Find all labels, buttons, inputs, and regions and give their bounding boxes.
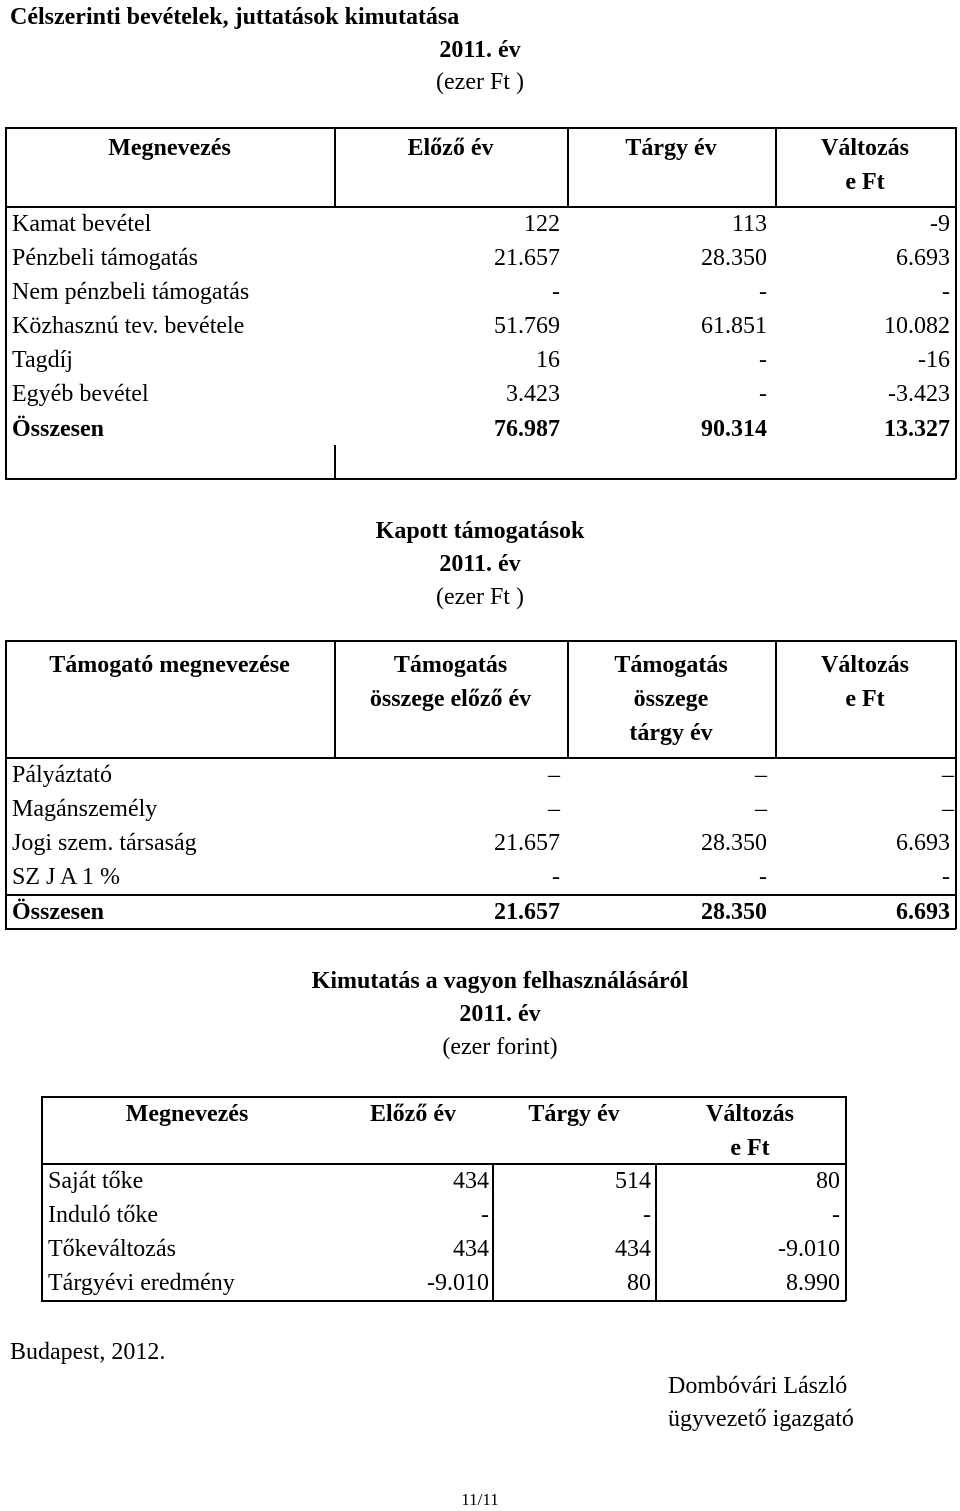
s1-row-curr: - bbox=[759, 381, 767, 407]
s1-row-label: Közhasznú tev. bevétele bbox=[12, 313, 245, 339]
place-date: Budapest, 2012. bbox=[10, 1339, 166, 1365]
s2-row-curr: - bbox=[759, 864, 767, 890]
s2-total-change: 6.693 bbox=[896, 899, 950, 925]
s2-header-change-l1: Változás bbox=[821, 652, 909, 678]
s2-header-prev-l2: összege előző év bbox=[369, 686, 532, 712]
s3-row-change: 8.990 bbox=[786, 1270, 840, 1296]
s2-header-curr-l2: összege bbox=[633, 686, 709, 712]
s2-row-curr: 28.350 bbox=[701, 830, 767, 856]
s1-row-label: Tagdíj bbox=[12, 347, 73, 373]
s2-header-curr-l3: tárgy év bbox=[629, 720, 713, 746]
s2-row-label: SZ J A 1 % bbox=[12, 864, 121, 890]
s2-header-prev-l1: Támogatás bbox=[393, 652, 508, 678]
s2-header-supporter: Támogató megnevezése bbox=[49, 652, 290, 678]
s3-row-label: Induló tőke bbox=[48, 1202, 158, 1228]
s1-row-prev: 51.769 bbox=[494, 313, 560, 339]
s1-header-unit: e Ft bbox=[845, 169, 885, 195]
s2-row-change: – bbox=[942, 762, 954, 788]
s2-total-label: Összesen bbox=[12, 899, 104, 925]
s1-row-change: -3.423 bbox=[888, 381, 950, 407]
s3-row-prev: -9.010 bbox=[427, 1270, 489, 1296]
s2-row-change: – bbox=[942, 796, 954, 822]
s1-row-change: 6.693 bbox=[896, 245, 950, 271]
s1-row-change: -16 bbox=[918, 347, 950, 373]
s3-row-label: Tőkeváltozás bbox=[48, 1236, 176, 1262]
s1-header-prev: Előző év bbox=[407, 135, 494, 161]
page-number: 11/11 bbox=[461, 1490, 499, 1509]
s1-row-label: Nem pénzbeli támogatás bbox=[12, 279, 250, 305]
s3-row-change: - bbox=[832, 1202, 840, 1228]
s2-row-label: Magánszemély bbox=[12, 796, 158, 822]
s1-row-label: Egyéb bevétel bbox=[12, 381, 149, 407]
s3-row-prev: 434 bbox=[453, 1168, 489, 1194]
s1-row-prev: 21.657 bbox=[494, 245, 560, 271]
s1-row-prev: 122 bbox=[524, 211, 560, 237]
s1-header-curr: Tárgy év bbox=[625, 135, 717, 161]
s1-header-name: Megnevezés bbox=[108, 135, 231, 161]
s3-header-change: Változás bbox=[706, 1101, 794, 1127]
s2-row-curr: – bbox=[755, 762, 767, 788]
s3-row-curr: 434 bbox=[615, 1236, 651, 1262]
section1-year: 2011. év bbox=[439, 37, 521, 63]
s3-header-curr: Tárgy év bbox=[528, 1101, 620, 1127]
s1-row-prev: 3.423 bbox=[506, 381, 560, 407]
s3-header-prev: Előző év bbox=[370, 1101, 456, 1127]
s2-total-prev: 21.657 bbox=[494, 899, 560, 925]
signer-title: ügyvezető igazgató bbox=[668, 1406, 854, 1432]
s1-row-curr: 28.350 bbox=[701, 245, 767, 271]
s2-row-curr: – bbox=[755, 796, 767, 822]
s1-row-curr: - bbox=[759, 279, 767, 305]
s1-row-change: - bbox=[942, 279, 950, 305]
s1-row-curr: 61.851 bbox=[701, 313, 767, 339]
s1-row-curr: - bbox=[759, 347, 767, 373]
s2-row-label: Jogi szem. társaság bbox=[12, 830, 197, 856]
s2-header-change-l2: e Ft bbox=[845, 686, 885, 712]
s2-row-change: - bbox=[942, 864, 950, 890]
s3-row-curr: 80 bbox=[627, 1270, 651, 1296]
s2-row-label: Pályáztató bbox=[12, 762, 112, 788]
s1-total-curr: 90.314 bbox=[701, 416, 767, 442]
s1-row-curr: 113 bbox=[731, 211, 767, 237]
section1-title: Célszerinti bevételek, juttatások kimutatása bbox=[10, 4, 460, 30]
s2-row-prev: – bbox=[548, 762, 560, 788]
s2-row-change: 6.693 bbox=[896, 830, 950, 856]
s1-row-change: 10.082 bbox=[884, 313, 950, 339]
s3-row-curr: - bbox=[643, 1202, 651, 1228]
s3-header-name: Megnevezés bbox=[125, 1101, 249, 1127]
s1-row-change: -9 bbox=[930, 211, 950, 237]
s2-row-prev: – bbox=[548, 796, 560, 822]
s3-row-label: Saját tőke bbox=[48, 1168, 144, 1194]
section3-unit: (ezer forint) bbox=[442, 1034, 558, 1060]
s1-row-prev: 16 bbox=[536, 347, 560, 373]
s3-row-label: Tárgyévi eredmény bbox=[48, 1270, 235, 1296]
section1-unit: (ezer Ft ) bbox=[436, 69, 524, 95]
s3-row-change: -9.010 bbox=[778, 1236, 840, 1262]
section2-year: 2011. év bbox=[439, 551, 521, 577]
s1-row-label: Kamat bevétel bbox=[12, 211, 152, 237]
section3-year: 2011. év bbox=[459, 1001, 541, 1027]
s3-row-prev: - bbox=[481, 1202, 489, 1228]
s2-row-prev: - bbox=[552, 864, 560, 890]
s2-header-curr-l1: Támogatás bbox=[614, 652, 728, 678]
s2-total-curr: 28.350 bbox=[701, 899, 767, 925]
s1-total-prev: 76.987 bbox=[494, 416, 560, 442]
s1-total-label: Összesen bbox=[12, 416, 104, 442]
section2-title: Kapott támogatások bbox=[375, 518, 585, 544]
s1-row-prev: - bbox=[552, 279, 560, 305]
s3-row-prev: 434 bbox=[453, 1236, 489, 1262]
s3-row-curr: 514 bbox=[615, 1168, 651, 1194]
s3-row-change: 80 bbox=[816, 1168, 840, 1194]
s1-total-change: 13.327 bbox=[884, 416, 950, 442]
signer-name: Dombóvári László bbox=[668, 1373, 848, 1399]
s3-header-unit: e Ft bbox=[730, 1135, 770, 1161]
s1-row-label: Pénzbeli támogatás bbox=[12, 245, 198, 271]
section3-title: Kimutatás a vagyon felhasználásáról bbox=[311, 968, 689, 994]
s1-header-change: Változás bbox=[821, 135, 909, 161]
s2-row-prev: 21.657 bbox=[494, 830, 560, 856]
section2-unit: (ezer Ft ) bbox=[436, 584, 524, 610]
